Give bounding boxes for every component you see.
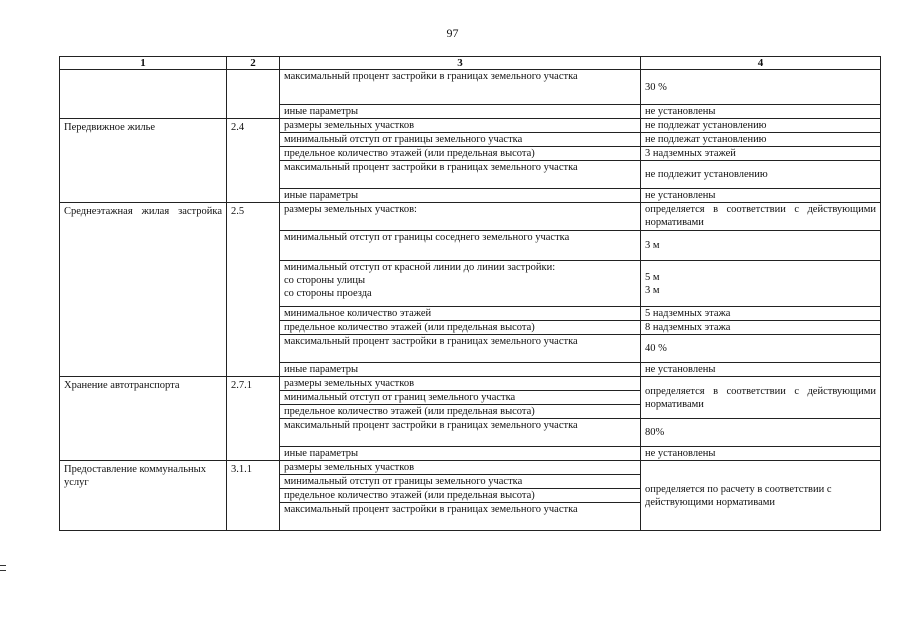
param-cell: минимальный отступ от границы земельного участка [280, 133, 641, 147]
param-cell: минимальный отступ от границы соседнего земельного участка [280, 231, 641, 261]
param-cell: размеры земельных участков: [280, 203, 641, 231]
use-code-cell: 2.7.1 [227, 377, 280, 461]
value-cell: не подлежит установлению [641, 161, 881, 189]
value-line: 5 м [645, 271, 660, 283]
param-cell: минимальное количество этажей [280, 307, 641, 321]
param-line: со стороны улицы [284, 275, 366, 286]
value-cell: не установлены [641, 363, 881, 377]
param-cell: максимальный процент застройки в границах земельного участка [280, 503, 641, 531]
value-cell: не подлежат установлению [641, 133, 881, 147]
param-cell: размеры земельных участков [280, 461, 641, 475]
value-cell: 80% [641, 419, 881, 447]
param-cell: иные параметры [280, 363, 641, 377]
param-cell: размеры земельных участков [280, 377, 641, 391]
value-line: 3 м [645, 284, 660, 296]
value-cell: 40 % [641, 335, 881, 363]
value-cell: определяется в соответствии с действующими нормативами [641, 377, 881, 419]
param-cell: иные параметры [280, 447, 641, 461]
param-cell: предельное количество этажей (или предельная высота) [280, 321, 641, 335]
margin-mark [0, 565, 6, 571]
table-row [60, 119, 881, 133]
col-header-3: 3 [280, 57, 641, 70]
param-cell: предельное количество этажей (или предельная высота) [280, 147, 641, 161]
col-header-4: 4 [641, 57, 881, 70]
use-name-cell: Хранение автотранспорта [60, 377, 227, 461]
table-row [60, 70, 881, 105]
value-cell: не подлежат установлению [641, 119, 881, 133]
value-cell: определяется в соответствии с действующими нормативами [641, 203, 881, 231]
value-cell: не установлены [641, 105, 881, 119]
param-line: минимальный отступ от красной линии до линии застройки: [284, 262, 556, 273]
value-cell: не установлены [641, 189, 881, 203]
table-row [60, 461, 881, 475]
param-cell: предельное количество этажей (или предельная высота) [280, 489, 641, 503]
use-name-cell [60, 70, 227, 119]
param-cell: размеры земельных участков [280, 119, 641, 133]
use-code-cell: 2.4 [227, 119, 280, 203]
use-code-cell [227, 70, 280, 119]
value-cell [641, 261, 881, 307]
header-row [60, 57, 881, 70]
param-cell: иные параметры [280, 189, 641, 203]
param-cell: минимальный отступ от границы земельного участка [280, 475, 641, 489]
col-header-1: 1 [60, 57, 227, 70]
param-cell: максимальный процент застройки в границах земельного участка [280, 70, 641, 105]
value-cell: 30 % [641, 70, 881, 105]
use-name-cell: Среднеэтажная жилая застройка [60, 203, 227, 377]
param-cell: предельное количество этажей (или предельная высота) [280, 405, 641, 419]
use-name-cell: Передвижное жилье [60, 119, 227, 203]
value-cell: определяется по расчету в соответствии с действующими нормативами [641, 461, 881, 531]
value-cell: 5 надземных этажа [641, 307, 881, 321]
use-name-cell: Предоставление коммунальных услуг [60, 461, 227, 531]
param-line: со стороны проезда [284, 288, 372, 299]
value-cell: 3 надземных этажей [641, 147, 881, 161]
param-cell: максимальный процент застройки в границах земельного участка [280, 419, 641, 447]
value-cell: не установлены [641, 447, 881, 461]
page-number: 97 [446, 26, 459, 40]
value-cell: 3 м [641, 231, 881, 261]
regulations-table [59, 56, 881, 531]
table-row [60, 377, 881, 391]
param-cell: минимальный отступ от границ земельного участка [280, 391, 641, 405]
param-cell: иные параметры [280, 105, 641, 119]
value-cell: 8 надземных этажа [641, 321, 881, 335]
table-row [60, 203, 881, 231]
use-code-cell: 3.1.1 [227, 461, 280, 531]
param-cell: максимальный процент застройки в границах земельного участка [280, 335, 641, 363]
param-cell [280, 261, 641, 307]
col-header-2: 2 [227, 57, 280, 70]
use-code-cell: 2.5 [227, 203, 280, 377]
param-cell: максимальный процент застройки в границах земельного участка [280, 161, 641, 189]
